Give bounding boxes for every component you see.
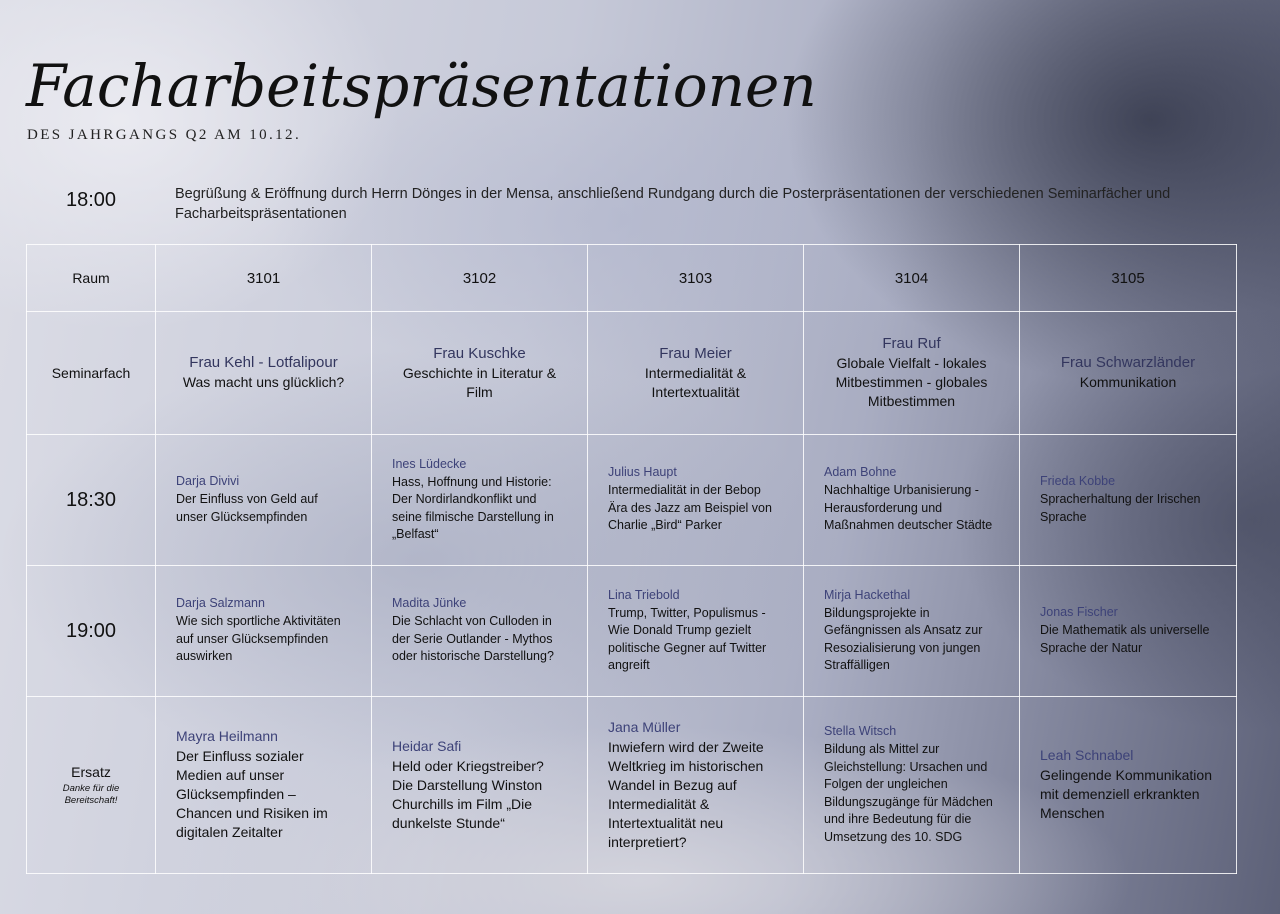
presentation-title: Nachhaltige Urbanisierung - Herausforderung und Maßnahmen deutscher Städte: [824, 483, 993, 533]
presentation-cell: [372, 435, 588, 566]
room-row: [27, 245, 1237, 312]
seminar-topic: Geschichte in Literatur & Film: [402, 364, 557, 400]
seminar-cell: [156, 312, 372, 435]
seminar-teacher: Frau Ruf: [882, 335, 941, 352]
presentation-title: Wie sich sportliche Aktivitäten auf unser Glücksempfinden auswirken: [176, 614, 341, 664]
room-3102: 3102: [372, 245, 588, 312]
room-3101: 3101: [156, 245, 372, 312]
seminar-teacher: Frau Kuschke: [433, 344, 526, 362]
student-name: Madita Jünke: [392, 596, 467, 611]
presentation-title: Intermedialität in der Bebop Ära des Jazz am Beispiel von Charlie „Bird“ Parker: [608, 483, 772, 533]
seminar-cell: [1020, 312, 1237, 435]
presentation-title: Der Einfluss von Geld auf unser Glücksempfinden: [176, 492, 318, 524]
ersatz-note: Danke für die Bereitschaft!: [62, 782, 120, 806]
presentation-title: Die Schlacht von Culloden in der Serie Outlander - Mythos oder historische Darstellung?: [392, 614, 554, 664]
presentation-title: Der Einfluss sozialer Medien auf unser Glücksempfinden – Chancen und Risiken im digitalen Zeitalter: [176, 748, 328, 840]
student-name: Jana Müller: [608, 718, 681, 735]
slot-time: 18:30: [27, 435, 156, 566]
student-name: Ines Lüdecke: [392, 456, 467, 471]
page-title: Facharbeitspräsentationen: [26, 52, 817, 120]
student-name: Stella Witsch: [824, 724, 897, 738]
presentation-title: Held oder Kriegstreiber? Die Darstellung Winston Churchills im Film „Die dunkelste Stunde“: [392, 757, 544, 831]
intro-text: Begrüßung & Eröffnung durch Herrn Dönges in der Mensa, anschließend Rundgang durch die Posterpräsentationen der verschiedenen Seminarfächer und Facharbeitspräsentationen: [175, 186, 1171, 222]
seminar-row: [27, 312, 1237, 435]
presentation-cell: [804, 697, 1020, 874]
page-subtitle: DES JAHRGANGS Q2 AM 10.12.: [27, 127, 302, 143]
intro-time: 18:00: [66, 189, 117, 211]
student-name: Leah Schnabel: [1040, 747, 1134, 763]
presentation-cell: [1020, 566, 1237, 697]
presentation-cell: [156, 435, 372, 566]
presentation-cell: [804, 566, 1020, 697]
student-name: Heidar Safi: [392, 737, 462, 754]
ersatz-row: [27, 697, 1237, 874]
presentation-title: Spracherhaltung der Irischen Sprache: [1040, 492, 1201, 524]
presentation-title: Trump, Twitter, Populismus - Wie Donald Trump gezielt politische Gegner auf Twitter angreift: [608, 605, 767, 672]
student-name: Lina Triebold: [608, 587, 680, 602]
room-label: Raum: [27, 245, 156, 312]
slot-row-1830: [27, 435, 1237, 566]
presentation-cell: [1020, 697, 1237, 874]
presentation-cell: [588, 435, 804, 566]
slot-row-1900: [27, 566, 1237, 697]
seminar-cell: [588, 312, 804, 435]
student-name: Mirja Hackethal: [824, 587, 911, 602]
ersatz-cell-label: [27, 697, 156, 874]
seminar-cell: [804, 312, 1020, 435]
slot-time: 19:00: [27, 566, 156, 697]
schedule-table: [26, 244, 1237, 874]
student-name: Jonas Fischer: [1040, 605, 1118, 619]
student-name: Frieda Kobbe: [1040, 474, 1116, 488]
presentation-cell: [372, 566, 588, 697]
seminar-teacher: Frau Meier: [659, 344, 732, 362]
presentation-title: Bildungsprojekte in Gefängnissen als Ansatz zur Resozialisierung von jungen Straffälligen: [824, 605, 983, 672]
seminar-topic: Was macht uns glücklich?: [182, 374, 345, 390]
seminar-topic: Kommunikation: [1079, 374, 1177, 390]
seminar-teacher: Frau Kehl - Lotfalipour: [189, 354, 338, 371]
presentation-cell: [588, 697, 804, 874]
student-name: Mayra Heilmann: [176, 728, 278, 744]
student-name: Julius Haupt: [608, 465, 677, 480]
room-3105: 3105: [1020, 245, 1237, 312]
presentation-title: Hass, Hoffnung und Historie: Der Nordirlandkonflikt und seine filmische Darstellung in „Belfast“: [392, 474, 554, 541]
presentation-title: Bildung als Mittel zur Gleichstellung: Ursachen und Folgen der ungleichen Bildungszugänge für Mädchen und ihre Bedeutung für die Umsetzung des 10. SDG: [824, 742, 993, 844]
presentation-title: Gelingende Kommunikation mit demenziell erkrankten Menschen: [1040, 767, 1212, 821]
presentation-cell: [588, 566, 804, 697]
presentation-title: Inwiefern wird der Zweite Weltkrieg im historischen Wandel in Bezug auf Intermedialität & Intertextualität neu interpretiert?: [608, 738, 764, 850]
seminar-label: Seminarfach: [27, 312, 156, 435]
presentation-title: Die Mathematik als universelle Sprache der Natur: [1040, 623, 1210, 655]
presentation-cell: [804, 435, 1020, 566]
ersatz-label: Ersatz: [71, 763, 111, 780]
student-name: Adam Bohne: [824, 465, 897, 480]
room-3104: 3104: [804, 245, 1020, 312]
student-name: Darja Divivi: [176, 474, 240, 488]
presentation-cell: [156, 566, 372, 697]
presentation-cell: [1020, 435, 1237, 566]
seminar-topic: Globale Vielfalt - lokales Mitbestimmen - globales Mitbestimmen: [835, 355, 988, 409]
presentation-cell: [156, 697, 372, 874]
student-name: Darja Salzmann: [176, 596, 265, 611]
seminar-topic: Intermedialität & Intertextualität: [644, 364, 747, 400]
room-3103: 3103: [588, 245, 804, 312]
presentation-cell: [372, 697, 588, 874]
seminar-cell: [372, 312, 588, 435]
seminar-teacher: Frau Schwarzländer: [1060, 354, 1196, 371]
